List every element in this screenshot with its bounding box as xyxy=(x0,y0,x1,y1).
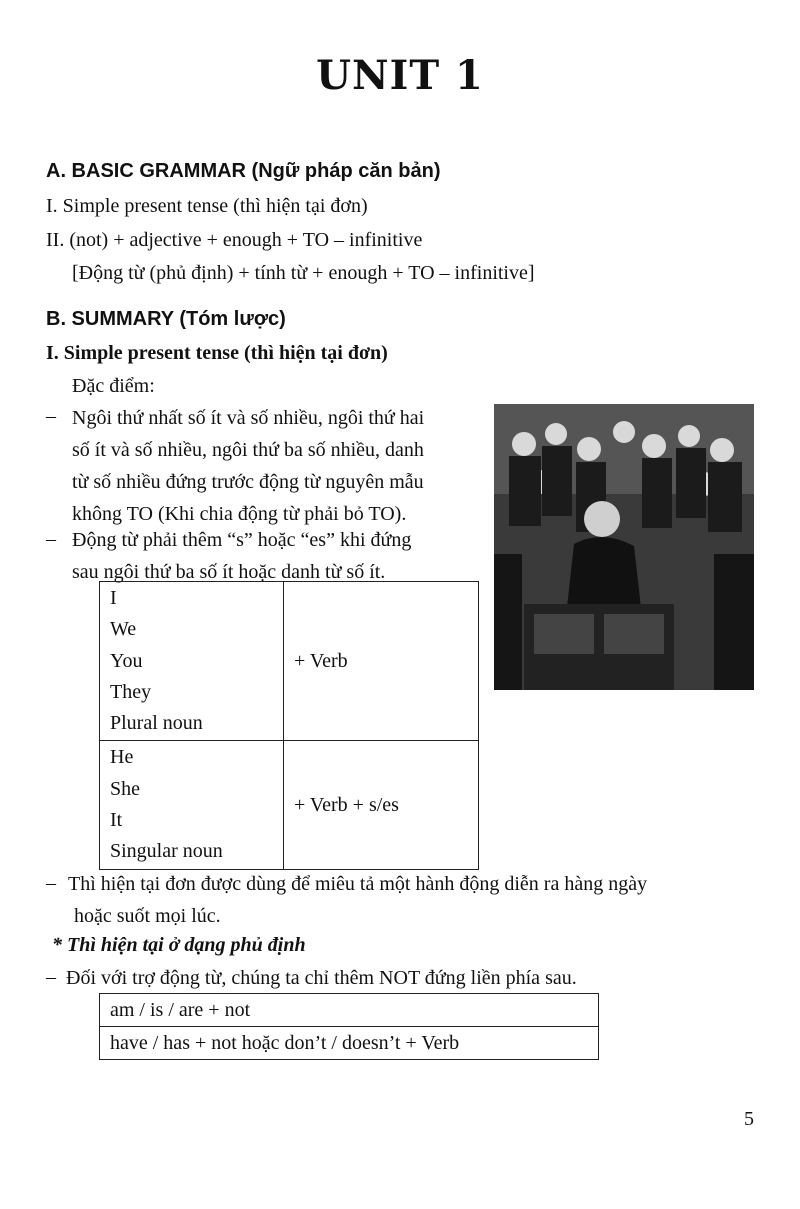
table-row xyxy=(100,1027,599,1060)
subject: They xyxy=(110,680,152,703)
section-b-heading: B. SUMMARY (Tóm lược) xyxy=(46,308,286,330)
conjugation-table xyxy=(99,581,479,870)
bullet-2-line: Động từ phải thêm “s” hoặc “es” khi đứng xyxy=(72,529,412,551)
subjects-cell xyxy=(100,582,284,741)
bullet-dash: – xyxy=(46,528,56,550)
bullet-dash: – xyxy=(46,966,56,988)
table-row xyxy=(100,582,479,741)
subjects-cell xyxy=(100,741,284,869)
section-b-subheading: I. Simple present tense (thì hiện tại đơn) xyxy=(46,342,388,364)
negative-table xyxy=(99,993,599,1060)
bullet-2 xyxy=(72,524,411,588)
bullet-dash: – xyxy=(46,405,56,427)
subject: It xyxy=(110,809,123,832)
subject: Singular noun xyxy=(110,840,223,863)
bullet-1-line: không TO (Khi chia động từ phải bỏ TO). xyxy=(72,503,407,525)
section-a-item-1: I. Simple present tense (thì hiện tại đơn) xyxy=(46,195,368,217)
verb-form-cell: + Verb xyxy=(284,582,479,741)
page-title: UNIT 1 xyxy=(316,52,484,99)
page-number: 5 xyxy=(744,1108,754,1130)
features-label: Đặc điểm: xyxy=(72,375,155,397)
section-a-heading: A. BASIC GRAMMAR (Ngữ pháp căn bản) xyxy=(46,160,441,182)
bullet-dash: – xyxy=(46,872,56,894)
subject: Plural noun xyxy=(110,712,203,735)
negative-row-cell: am / is / are + not xyxy=(100,994,599,1027)
section-a-item-3: [Động từ (phủ định) + tính từ + enough + TO – infinitive] xyxy=(72,262,535,284)
subject: We xyxy=(110,618,137,641)
bullet-1 xyxy=(72,402,424,530)
verb-form-cell: + Verb + s/es xyxy=(284,741,479,869)
negative-row-cell: have / has + not hoặc don’t / doesn’t + Verb xyxy=(100,1027,599,1060)
bullet-2-line: sau ngôi thứ ba số ít hoặc danh từ số ít. xyxy=(72,561,386,583)
historical-photo xyxy=(494,404,754,690)
usage-line: Thì hiện tại đơn được dùng để miêu tả một hành động diễn ra hàng ngày xyxy=(68,873,648,895)
negative-bullet: Đối với trợ động từ, chúng ta chỉ thêm NOT đứng liền phía sau. xyxy=(66,967,577,989)
bullet-1-line: Ngôi thứ nhất số ít và số nhiều, ngôi thứ hai xyxy=(72,407,425,429)
subject: I xyxy=(110,587,117,609)
table-row xyxy=(100,741,479,869)
section-a-item-2: II. (not) + adjective + enough + TO – infinitive xyxy=(46,229,423,251)
subject: She xyxy=(110,777,140,800)
subject: He xyxy=(110,746,134,769)
telephone-demonstration-illustration xyxy=(494,404,754,690)
usage-line: hoặc suốt mọi lúc. xyxy=(74,905,221,927)
bullet-1-line: số ít và số nhiều, ngôi thứ ba số nhiều, danh xyxy=(72,439,424,461)
usage-bullet xyxy=(68,868,647,932)
table-row xyxy=(100,994,599,1027)
negative-heading: * Thì hiện tại ở dạng phủ định xyxy=(52,934,306,956)
subject: You xyxy=(110,649,143,672)
bullet-1-line: từ số nhiều đứng trước động từ nguyên mẫu xyxy=(72,471,424,493)
